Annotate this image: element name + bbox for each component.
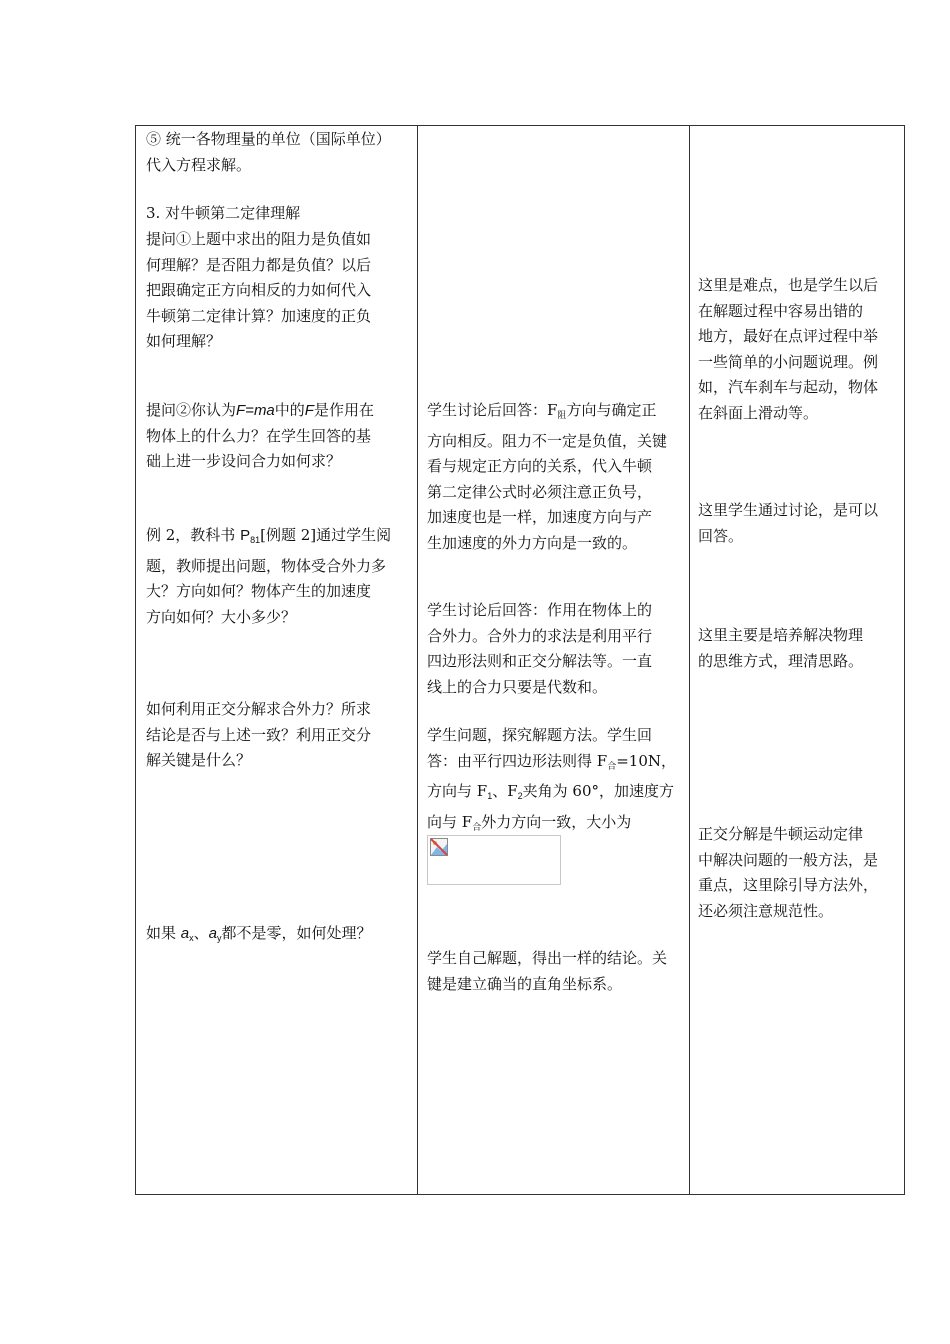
example-2 — [146, 523, 391, 630]
text-line: 回答。 — [698, 526, 744, 545]
text-line: 如果 $a_x$、$a_y$都不是零，如何处理？ — [146, 924, 372, 943]
text-line: 方向与 $F_1$、$F_2$夹角为 60°，加速度方 — [427, 782, 674, 801]
text-line: 例 2，教科书 $P_{81}$[例题 2]通过学生阅 — [146, 526, 392, 545]
text-line: 在解题过程中容易出错的 — [698, 301, 864, 320]
formula: F — [304, 402, 314, 419]
answer-4 — [427, 946, 667, 997]
question-4 — [146, 921, 372, 952]
text-line: 生加速度的外力方向是一致的。 — [427, 533, 638, 552]
text-line: 重点，这里除引导方法外， — [698, 876, 879, 894]
text-line: 把跟确定正方向相反的力如何代入 — [146, 281, 372, 299]
text-line: 一些简单的小问题说理。例 — [698, 352, 879, 371]
text-line: 代入方程求解。 — [146, 155, 252, 174]
text-line: 键是建立确当的直角坐标系。 — [427, 974, 623, 993]
notes-column — [690, 126, 906, 1194]
text-line: 这里学生通过讨论，是可以 — [698, 501, 879, 519]
note-1 — [698, 273, 878, 426]
heading-text: 3. 对牛顿第二定律理解 — [146, 204, 301, 222]
text-line: 中解决问题的一般方法，是 — [698, 850, 879, 869]
note-2 — [698, 498, 878, 549]
text-line: 如何利用正交分解求合外力？所求 — [146, 700, 372, 718]
text-line: 在斜面上滑动等。 — [698, 403, 819, 422]
text-line: 线上的合力只要是代数和。 — [427, 677, 608, 696]
text-line: 四边形法则和正交分解法等。一直 — [427, 652, 653, 670]
text-line: 学生讨论后回答：$F_阻$方向与确定正 — [427, 401, 657, 420]
text-line: 加速度也是一样，加速度方向与产 — [427, 508, 653, 526]
text-line: 牛顿第二定律计算？加速度的正负 — [146, 306, 372, 325]
text-line: 学生讨论后回答：作用在物体上的 — [427, 601, 653, 619]
question-3 — [146, 697, 371, 774]
text-line: 看与规定正方向的关系，代入牛顿 — [427, 457, 653, 475]
text-line: 解关键是什么？ — [146, 751, 252, 769]
broken-image-icon — [430, 838, 448, 856]
text-line: 物体上的什么力？在学生回答的基 — [146, 426, 372, 445]
student-activity-column — [418, 126, 689, 1194]
text-line: 学生问题，探究解题方法。学生回 — [427, 726, 653, 744]
answer-2 — [427, 598, 652, 700]
text-line: 合外力。合外力的求法是利用平行 — [427, 626, 653, 645]
text-line: 学生自己解题，得出一样的结论。关 — [427, 949, 668, 967]
text-line: 础上进一步设问合力如何求？ — [146, 452, 342, 470]
text-line: 如，汽车刹车与起动，物体 — [698, 378, 879, 396]
text-line: 还必须注意规范性。 — [698, 901, 834, 920]
answer-3 — [427, 723, 676, 840]
question-2 — [146, 398, 374, 475]
text-line: ⑤ 统一各物理量的单位（国际单位） — [146, 130, 391, 148]
text-line: 的思维方式，理清思路。 — [698, 651, 864, 670]
text-line: 方向相反。阻力不一定是负值，关键 — [427, 431, 668, 450]
step5-text — [146, 127, 391, 178]
text-line: 这里是难点，也是学生以后 — [698, 276, 879, 294]
text-line: 向与 $F_合$外力方向一致，大小为 — [427, 812, 632, 832]
text-line: 提问②你认为F=ma中的F是作用在 — [146, 401, 374, 419]
lesson-table — [135, 125, 905, 1195]
question-1 — [146, 227, 408, 355]
text-line: 提问①上题中求出的阻力是负值如 — [146, 230, 372, 248]
text-line: 答：由平行四边形法则得 $F_合=10N$， — [427, 751, 676, 771]
section-heading — [146, 201, 300, 227]
text-line: 大？方向如何？物体产生的加速度 — [146, 582, 372, 600]
formula-image-placeholder — [427, 835, 561, 885]
text-line: 这里主要是培养解决物理 — [698, 626, 864, 644]
text-line: 正交分解是牛顿运动定律 — [698, 825, 864, 843]
formula: F=ma — [236, 402, 275, 419]
note-3 — [698, 623, 863, 674]
text-line: 何理解？是否阻力都是负值？以后 — [146, 255, 372, 274]
answer-1 — [427, 398, 667, 556]
text-line: 第二定律公式时必须注意正负号， — [427, 482, 653, 501]
text-line: 方向如何？大小多少？ — [146, 607, 297, 626]
text-line: 题，教师提出问题，物体受合外力多 — [146, 556, 387, 575]
text-line: 如何理解？ — [146, 332, 222, 350]
text-line: 结论是否与上述一致？利用正交分 — [146, 725, 372, 744]
text-line: 地方，最好在点评过程中举 — [698, 327, 879, 345]
teacher-activity-column — [136, 126, 417, 1194]
note-4 — [698, 822, 878, 924]
